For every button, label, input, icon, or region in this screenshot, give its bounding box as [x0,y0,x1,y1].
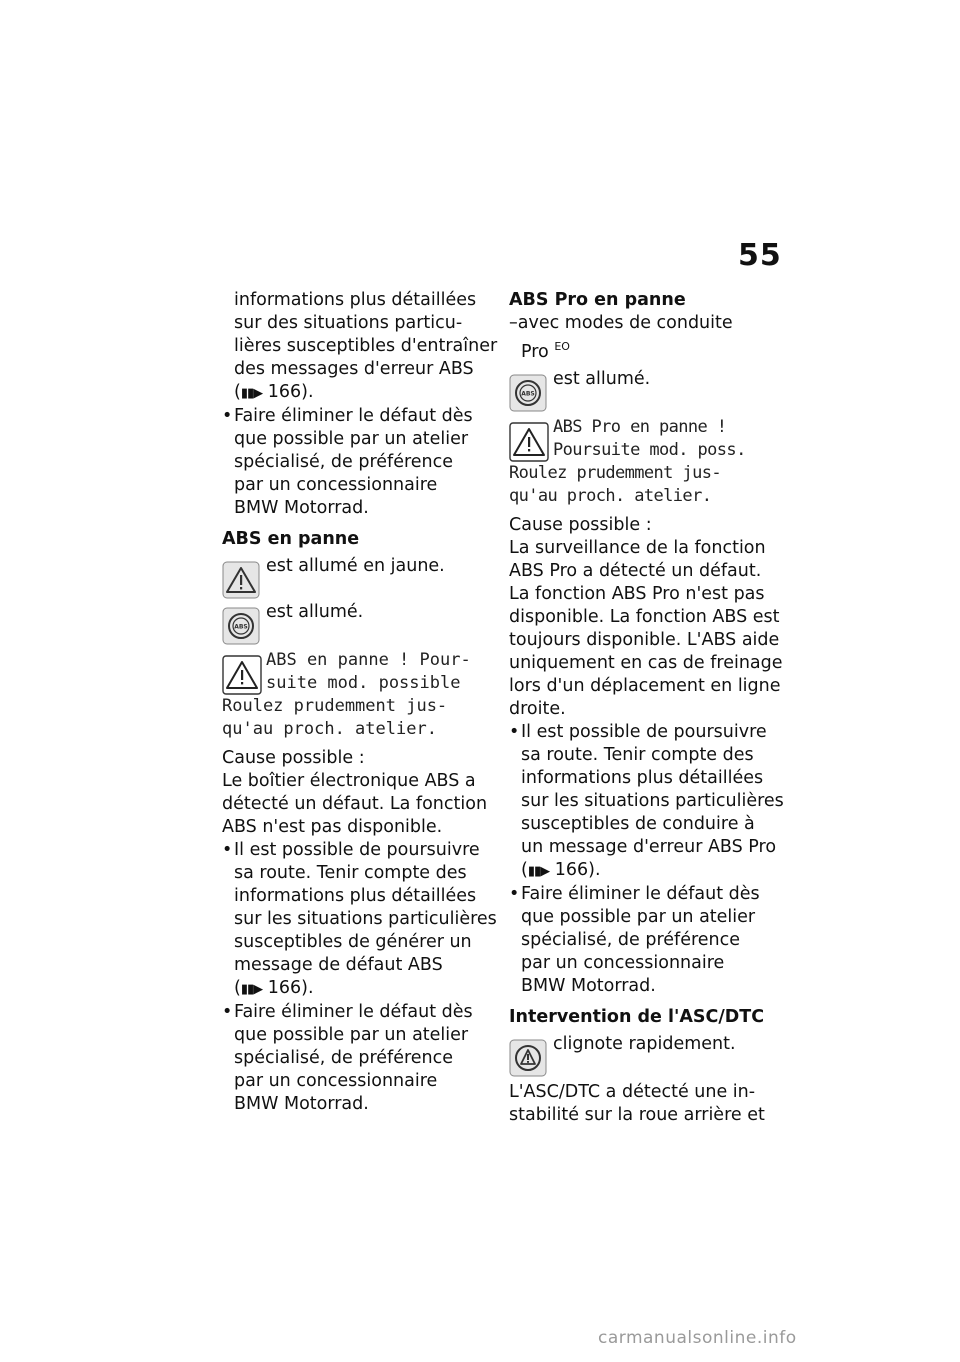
display-message-line: suite mod. possible [266,673,461,693]
bullet-icon: • [509,721,520,742]
bullet-icon: • [222,840,233,860]
page-reference[interactable]: (▮▮▶ 166). [521,859,601,880]
svg-text:ABS: ABS [521,390,535,398]
warning-triangle-icon [509,422,549,462]
bullet-line: susceptibles de générer un [234,932,472,952]
abs-indicator-row [509,368,771,410]
bullet-line: susceptibles de conduire à [521,813,755,834]
bullet-item: •Faire éliminer le défaut dès [509,883,760,904]
bullet-line: sa route. Tenir compte des [234,863,467,883]
display-message [222,649,484,741]
bullet-line: spécialisé, de préférence [234,1048,454,1068]
page-number: 55 [738,238,782,273]
intro-line: informations plus détaillées [234,290,477,310]
bullet-line: spécialisé, de préférence [521,929,741,950]
cause-label: Cause possible : [222,748,365,768]
display-message-line: qu'au proch. atelier. [222,719,437,739]
cause-line: ABS n'est pas disponible. [222,817,443,837]
bullet-icon: • [222,1002,233,1022]
bullet-line: BMW Motorrad. [234,1094,369,1114]
section-heading-abs-failure: ABS en panne [222,529,360,549]
bullet-line: par un concessionnaire [234,1071,438,1091]
right-column [509,289,784,1127]
body-line: L'ASC/DTC a détecté une in- [509,1081,756,1102]
bullet-line: sa route. Tenir compte des [521,744,754,765]
bullet-item: •Il est possible de poursuivre [222,840,480,860]
cause-label: Cause possible : [509,514,652,535]
cause-line: ABS Pro a détecté un défaut. [509,560,762,581]
bullet-item: •Faire éliminer le défaut dès [222,406,473,426]
bullet-line: BMW Motorrad. [234,498,369,518]
bullet-icon: • [222,406,233,426]
page-reference-arrow-icon: ▮▮▶ [240,982,263,997]
display-message-line: ABS Pro en panne ! [553,416,727,437]
bullet-line: que possible par un atelier [234,429,469,449]
bullet-line: par un concessionnaire [521,952,725,973]
display-message-line: ABS en panne ! Pour- [266,650,471,670]
cause-line: lors d'un déplacement en ligne [509,675,781,696]
warning-triangle-icon [222,561,260,599]
bullet-line: spécialisé, de préférence [234,452,454,472]
abs-indicator-icon [222,607,260,645]
cause-line: droite. [509,698,566,719]
warning-indicator-row [222,555,484,597]
indicator-text: clignote rapidement. [553,1033,736,1054]
intro-line: sur des situations particu- [234,313,463,333]
page-reference-arrow-icon: ▮▮▶ [527,863,550,879]
cause-line: toujours disponible. L'ABS aide [509,629,780,650]
asc-dtc-indicator-icon [509,1039,547,1077]
svg-text:ABS: ABS [234,623,248,631]
page-reference[interactable]: (▮▮▶ 166). [234,382,314,402]
bullet-line: par un concessionnaire [234,475,438,495]
bullet-icon: • [509,883,520,904]
bullet-line: un message d'erreur ABS Pro [521,836,777,857]
bullet-line: BMW Motorrad. [521,975,656,996]
page-reference-arrow-icon: ▮▮▶ [240,386,263,401]
asc-indicator-row [509,1033,771,1075]
cause-line: La fonction ABS Pro n'est pas [509,583,765,604]
display-message [509,416,771,508]
bullet-line: que possible par un atelier [521,906,756,927]
indicator-text: est allumé. [266,602,364,622]
intro-line: des messages d'erreur ABS [234,359,474,379]
abs-indicator-icon [509,374,547,412]
display-message-line: Roulez prudemment jus- [509,462,721,483]
cause-line: La surveillance de la fonction [509,537,766,558]
abs-indicator-row [222,601,484,643]
bullet-line: sur les situations particulières [521,790,784,811]
bullet-line: message de défaut ABS [234,955,443,975]
watermark: carmanualsonline.info [598,1328,797,1348]
cause-line: Le boîtier électronique ABS a [222,771,476,791]
bullet-line: sur les situations particulières [234,909,497,929]
bullet-item: •Il est possible de poursuivre [509,721,767,742]
display-message-line: Poursuite mod. poss. [553,439,746,460]
page-reference[interactable]: (▮▮▶ 166). [234,978,314,998]
bullet-line: que possible par un atelier [234,1025,469,1045]
display-message-line: qu'au proch. atelier. [509,485,712,506]
bullet-item: •Faire éliminer le défaut dès [222,1002,473,1022]
riding-mode-pro: Pro $^{EO}$ [521,340,570,362]
left-column [222,289,498,1116]
intro-line: lières susceptibles d'entraîner [234,336,498,356]
section-heading-asc-dtc: Intervention de l'ASC/DTC [509,1006,765,1027]
cause-line: uniquement en cas de freinage [509,652,783,673]
option-code: EO [554,340,570,353]
cause-line: détecté un défaut. La fonction [222,794,488,814]
body-line: stabilité sur la roue arrière et [509,1104,765,1125]
indicator-text: est allumé. [553,368,651,389]
warning-triangle-icon [222,655,262,695]
bullet-line: informations plus détaillées [234,886,477,906]
cause-line: disponible. La fonction ABS est [509,606,780,627]
indicator-text: est allumé en jaune. [266,556,445,576]
section-heading-abs-pro-failure: ABS Pro en panne [509,290,686,310]
bullet-line: informations plus détaillées [521,767,764,788]
riding-mode-condition: –avec modes de conduite [509,313,733,333]
display-message-line: Roulez prudemment jus- [222,696,448,716]
